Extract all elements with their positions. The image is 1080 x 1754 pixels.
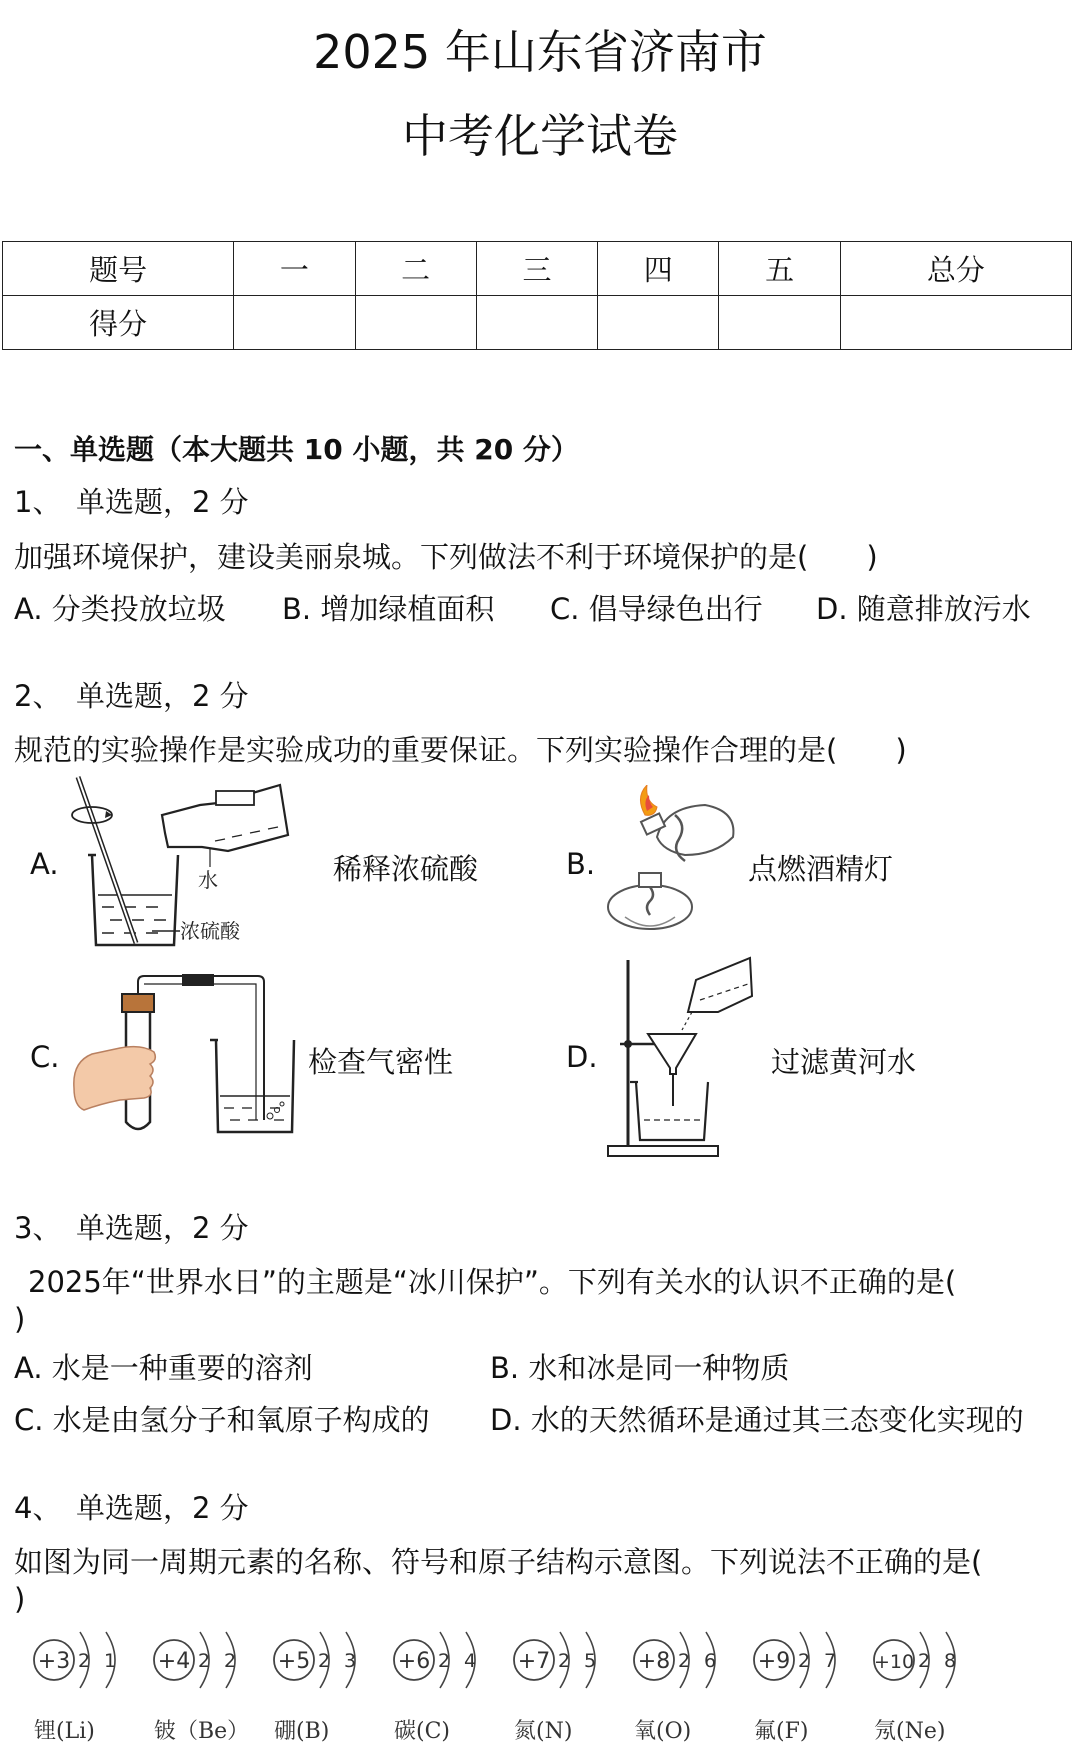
q3-stem-line1: 2025年“世界水日”的主题是“冰川保护”。下列有关水的认识不正确的是( (28, 1265, 957, 1299)
atom-structure-svg (750, 1620, 862, 1702)
nucleus-charge: +3 (37, 1649, 71, 1674)
element-name: 氮(N) (514, 1719, 573, 1744)
nucleus-charge: +4 (157, 1649, 191, 1674)
element-name: 氖(Ne) (874, 1719, 946, 1744)
score-cell[interactable] (476, 296, 597, 350)
acid-label: 浓硫酸 (180, 919, 240, 943)
nucleus-charge: +10 (873, 1651, 915, 1673)
q1-option-c[interactable]: C. 倡导绿色出行 (550, 592, 763, 626)
q3-option-b[interactable]: B. 水和冰是同一种物质 (490, 1351, 790, 1385)
electron-count: 2 (917, 1650, 931, 1672)
score-cell: 五 (719, 242, 840, 296)
atom-diagram (390, 1620, 505, 1750)
electron-count: 2 (797, 1650, 811, 1672)
electron-count: 8 (943, 1650, 957, 1672)
electron-count: 2 (317, 1650, 331, 1672)
q2-option-b-label: 点燃酒精灯 (748, 852, 894, 886)
q2-option-c-label: 检查气密性 (308, 1045, 454, 1079)
q3-meta: 3、 单选题，2 分 (14, 1211, 249, 1245)
q2-meta: 2、 单选题，2 分 (14, 679, 249, 713)
section-heading: 一、单选题（本大题共 10 小题，共 20 分） (14, 433, 579, 466)
score-cell: 得分 (3, 296, 234, 350)
score-cell: 一 (234, 242, 355, 296)
atom-structure-svg (510, 1620, 622, 1702)
atom-diagram (270, 1620, 385, 1750)
q2-option-d-label: 过滤黄河水 (771, 1045, 917, 1079)
score-cell: 题号 (3, 242, 234, 296)
score-cell: 三 (476, 242, 597, 296)
score-table (2, 241, 1072, 350)
electron-count: 7 (823, 1650, 837, 1672)
atom-diagram (630, 1620, 745, 1750)
electron-count: 3 (343, 1650, 357, 1672)
element-name: 氧(O) (634, 1719, 692, 1744)
q4-stem-line1: 如图为同一周期元素的名称、符号和原子结构示意图。下列说法不正确的是( (14, 1545, 983, 1579)
electron-count: 5 (583, 1650, 597, 1672)
electron-count: 1 (103, 1650, 117, 1672)
filtration-figure (600, 950, 760, 1160)
nucleus-charge: +9 (757, 1649, 791, 1674)
q1-option-d[interactable]: D. 随意排放污水 (816, 592, 1031, 626)
water-label: 水 (198, 868, 218, 892)
score-cell: 四 (598, 242, 719, 296)
electron-count: 2 (557, 1650, 571, 1672)
nucleus-charge: +6 (397, 1649, 431, 1674)
atom-diagram (750, 1620, 865, 1750)
q2-option-d-letter[interactable]: D. (566, 1040, 598, 1074)
q3-option-c[interactable]: C. 水是由氢分子和氧原子构成的 (14, 1403, 430, 1437)
element-name: 铍（Be） (154, 1719, 250, 1744)
electron-count: 6 (703, 1650, 717, 1672)
element-name: 锂(Li) (34, 1719, 95, 1744)
atom-structure-svg (150, 1620, 262, 1702)
q2-option-b-letter[interactable]: B. (566, 847, 596, 881)
atom-structure-svg (30, 1620, 142, 1702)
q4-stem-line2: ) (14, 1582, 26, 1616)
q3-option-a[interactable]: A. 水是一种重要的溶剂 (14, 1351, 313, 1385)
air-tightness-figure (70, 970, 300, 1140)
title-line-1: 2025 年山东省济南市 (313, 25, 767, 79)
nucleus-charge: +5 (277, 1649, 311, 1674)
title-line-2: 中考化学试卷 (402, 109, 678, 163)
score-cell: 二 (355, 242, 476, 296)
dilute-acid-figure (70, 775, 320, 955)
electron-count: 2 (677, 1650, 691, 1672)
q2-stem: 规范的实验操作是实验成功的重要保证。下列实验操作合理的是( ) (14, 733, 907, 767)
atom-diagram-row (30, 1620, 1070, 1750)
atom-diagram (150, 1620, 265, 1750)
score-cell[interactable] (719, 296, 840, 350)
q3-option-d[interactable]: D. 水的天然循环是通过其三态变化实现的 (490, 1403, 1024, 1437)
q1-meta: 1、 单选题，2 分 (14, 485, 249, 519)
atom-diagram (870, 1620, 985, 1750)
atom-structure-svg (390, 1620, 502, 1702)
nucleus-charge: +7 (517, 1649, 551, 1674)
electron-count: 2 (437, 1650, 451, 1672)
score-table-header-row (3, 242, 1072, 296)
q2-option-a-label: 稀释浓硫酸 (333, 852, 479, 886)
atom-diagram (30, 1620, 145, 1750)
q3-stem-line2: ) (14, 1302, 26, 1336)
element-name: 碳(C) (394, 1719, 450, 1744)
score-cell[interactable] (598, 296, 719, 350)
q2-option-c-letter[interactable]: C. (30, 1040, 60, 1074)
electron-count: 4 (463, 1650, 477, 1672)
element-name: 氟(F) (754, 1719, 809, 1744)
q1-option-a[interactable]: A. 分类投放垃圾 (14, 592, 226, 626)
alcohol-lamp-figure (605, 785, 745, 935)
atom-structure-svg (270, 1620, 382, 1702)
element-name: 硼(B) (274, 1719, 330, 1744)
electron-count: 2 (77, 1650, 91, 1672)
score-cell: 总分 (840, 242, 1071, 296)
electron-count: 2 (223, 1650, 237, 1672)
electron-count: 2 (197, 1650, 211, 1672)
score-table-score-row (3, 296, 1072, 350)
q4-meta: 4、 单选题，2 分 (14, 1491, 249, 1525)
nucleus-charge: +8 (637, 1649, 671, 1674)
score-cell[interactable] (234, 296, 355, 350)
score-cell[interactable] (355, 296, 476, 350)
q1-option-b[interactable]: B. 增加绿植面积 (282, 592, 495, 626)
atom-structure-svg (630, 1620, 742, 1702)
atom-structure-svg (870, 1620, 982, 1702)
q2-option-a-letter[interactable]: A. (30, 847, 59, 881)
q1-stem: 加强环境保护，建设美丽泉城。下列做法不利于环境保护的是( ) (14, 540, 878, 574)
atom-diagram (510, 1620, 625, 1750)
score-cell[interactable] (840, 296, 1071, 350)
